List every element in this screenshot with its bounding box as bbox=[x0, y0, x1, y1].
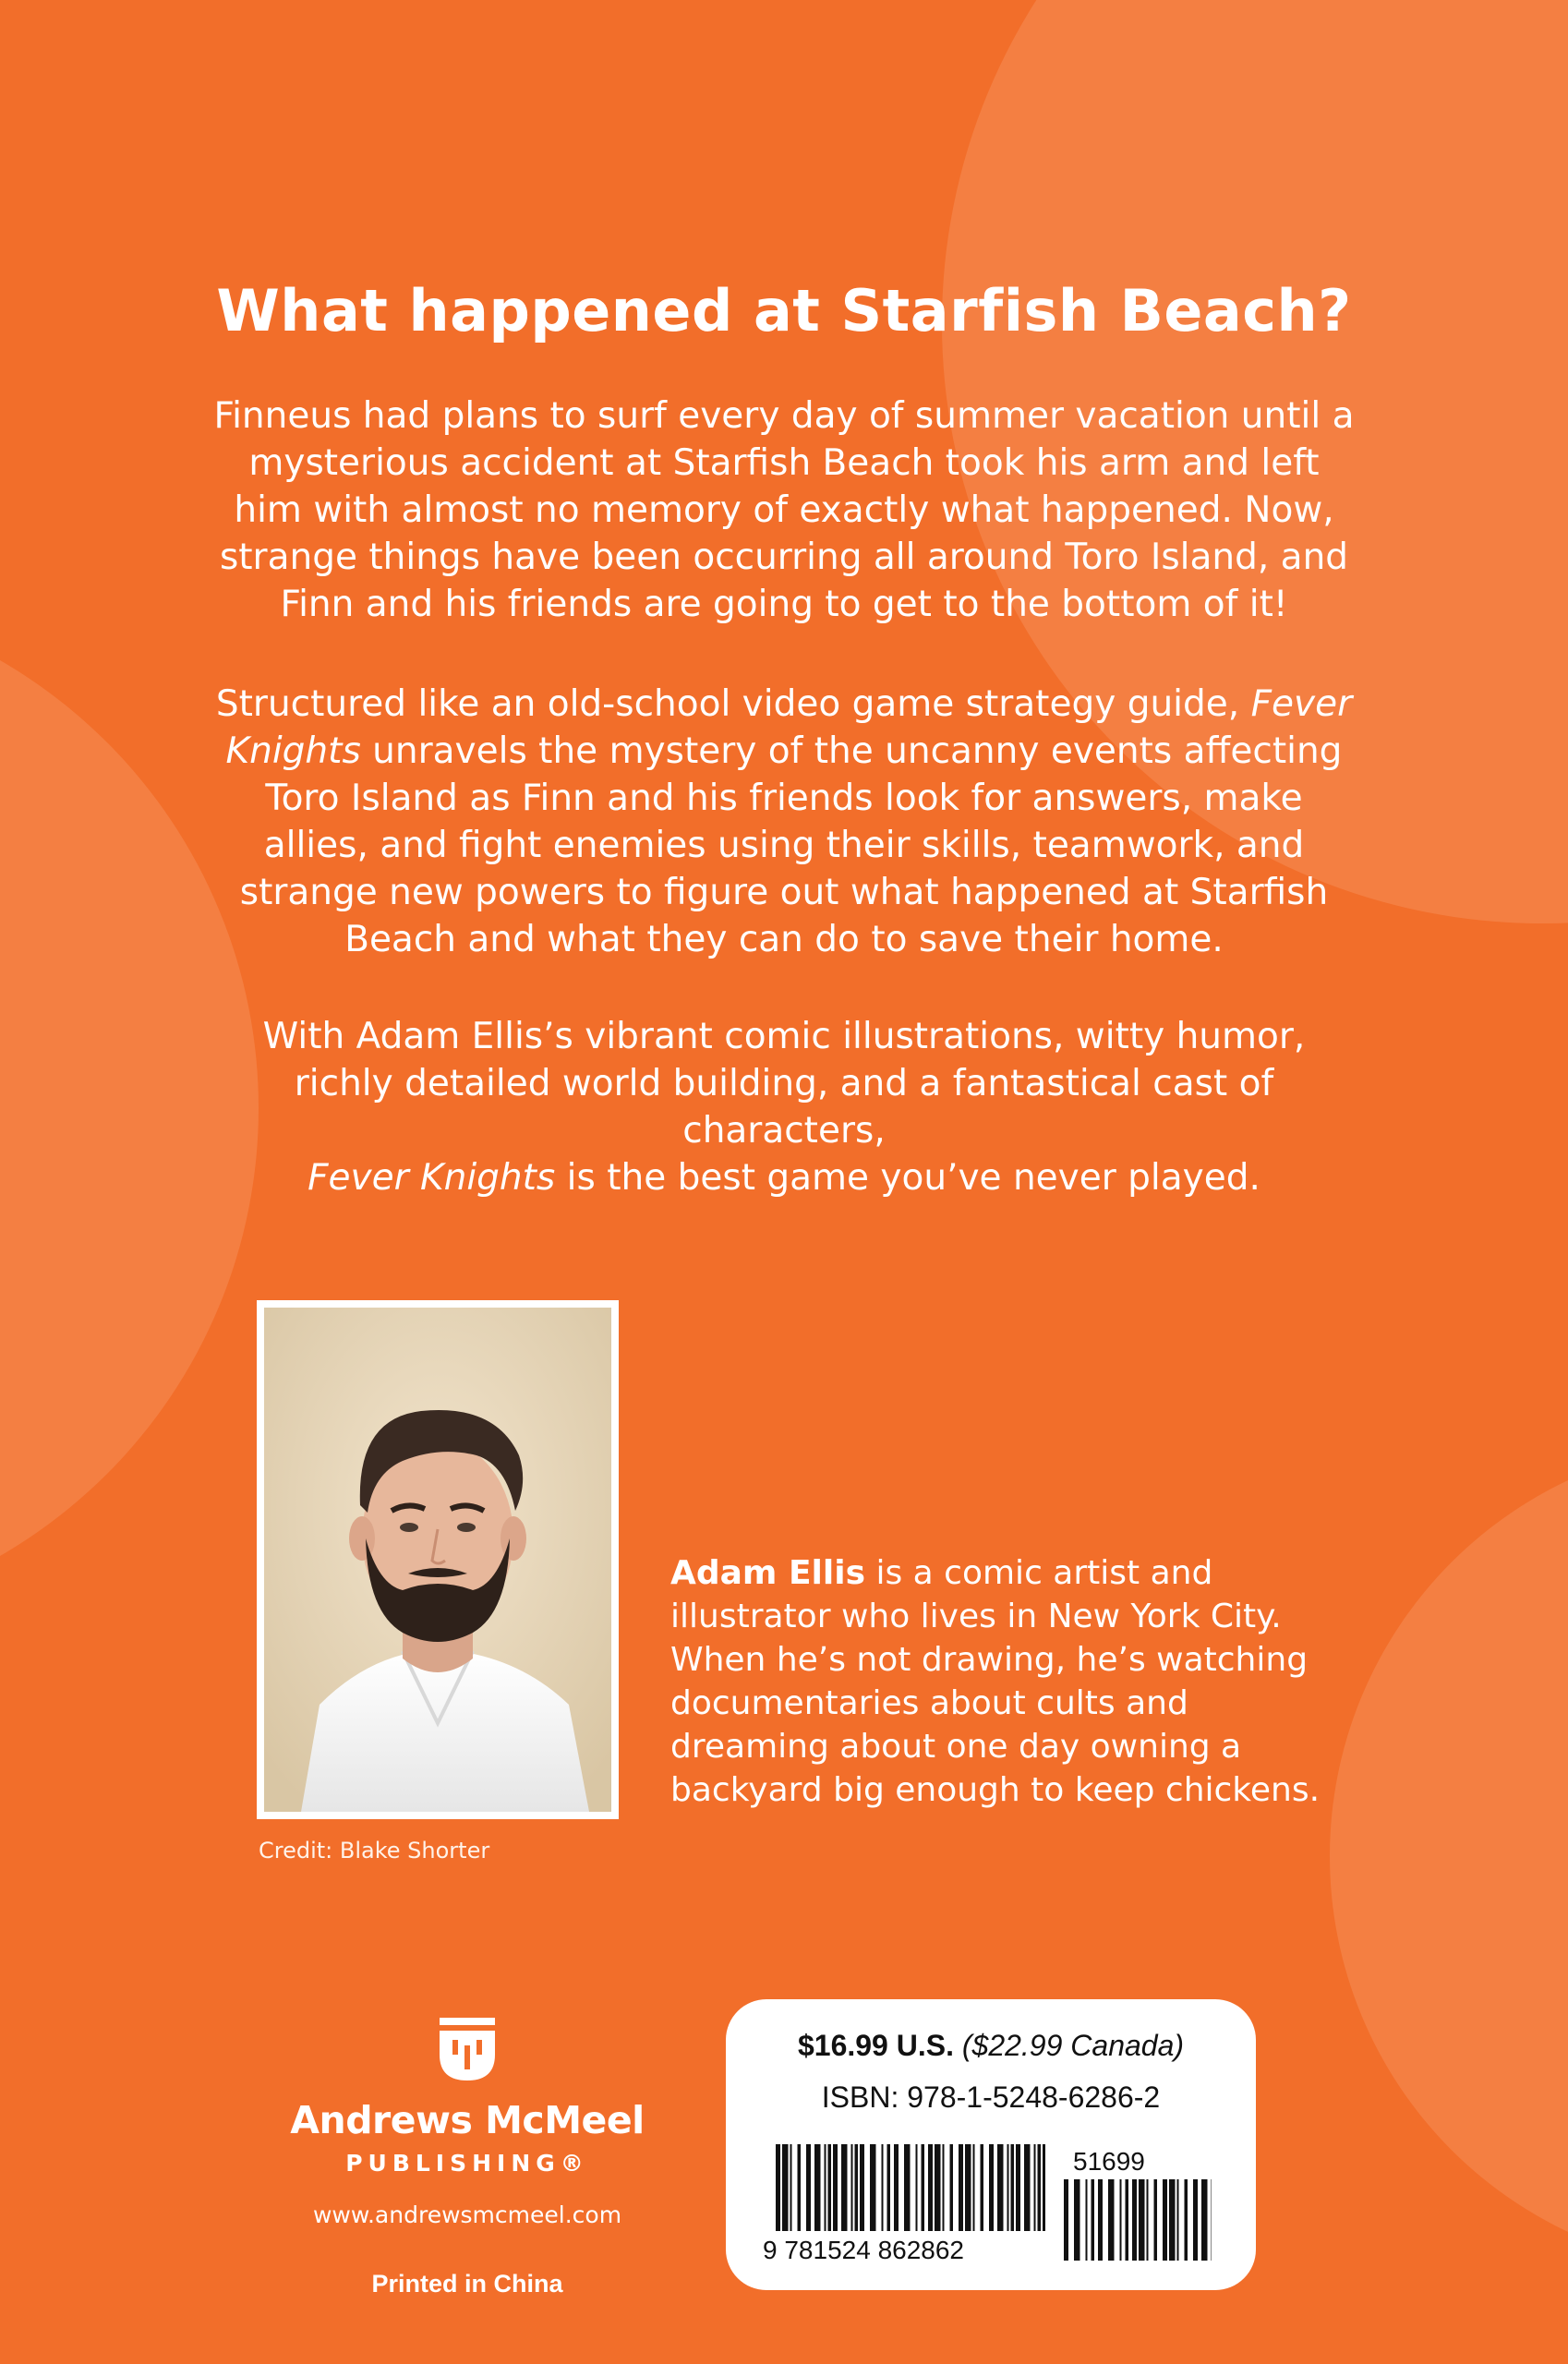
blurb-paragraph-1: Finneus had plans to surf every day of summer vacation until a mysterious accident at Starfish Beach took his arm and left him with almost no memory of exactly what happened. Now, strange things have been occurring all around Toro Island, and Finn and his friends are going to get to the bottom of it! bbox=[213, 395, 1355, 625]
author-portrait-image bbox=[264, 1308, 611, 1812]
barcode-bar bbox=[965, 2144, 971, 2231]
barcode-bar bbox=[1169, 2179, 1176, 2261]
barcode-bar bbox=[973, 2144, 975, 2231]
barcode-bar bbox=[828, 2144, 832, 2231]
barcode-bar bbox=[790, 2144, 792, 2231]
barcode-bar bbox=[935, 2144, 941, 2231]
barcode-bar bbox=[1126, 2179, 1129, 2261]
blurb-p3-intro: With Adam Ellis’s vibrant comic illustrations, witty humor, richly detailed world building, and a fantastical cast of characters, bbox=[262, 1016, 1306, 1152]
barcode-bars-main bbox=[776, 2144, 1045, 2231]
barcode-bars-addon bbox=[1064, 2179, 1212, 2261]
author-bio bbox=[670, 1551, 1335, 1812]
publisher-subtitle: PUBLISHING® bbox=[345, 2150, 589, 2177]
barcode-bar bbox=[1024, 2144, 1031, 2231]
barcode-bar bbox=[1098, 2179, 1103, 2261]
barcode-bar bbox=[887, 2144, 891, 2231]
barcode-bar bbox=[1092, 2179, 1095, 2261]
barcode-bar bbox=[922, 2144, 925, 2231]
barcode-bar bbox=[1108, 2179, 1115, 2261]
barcode-bar bbox=[1007, 2144, 1009, 2231]
barcode-bar bbox=[1132, 2179, 1137, 2261]
barcode-addon-number: 51699 bbox=[1073, 2147, 1145, 2176]
barcode-bar bbox=[798, 2144, 802, 2231]
price-barcode-box bbox=[726, 1999, 1256, 2290]
blurb-paragraph-3 bbox=[212, 1013, 1356, 1201]
author-photo bbox=[257, 1300, 619, 1819]
barcode-bar bbox=[1120, 2179, 1122, 2261]
barcode-bar bbox=[943, 2144, 945, 2231]
barcode-bar bbox=[1034, 2144, 1036, 2231]
author-bio-text: is a comic artist and illustrator who lives in New York City. When he’s not drawing, he’s watching documentaries about cults and dreaming about one day owning a backyard big enough to keep chickens. bbox=[670, 1554, 1321, 1809]
barcode bbox=[759, 2142, 1221, 2262]
photo-credit: Credit: Blake Shorter bbox=[259, 1838, 490, 1863]
barcode-bar bbox=[851, 2144, 853, 2231]
barcode-bar bbox=[833, 2144, 838, 2231]
barcode-bar bbox=[1177, 2179, 1179, 2261]
barcode-bar bbox=[1074, 2179, 1080, 2261]
printed-in-label: Printed in China bbox=[371, 2270, 563, 2298]
barcode-bar bbox=[1193, 2179, 1198, 2261]
barcode-bar bbox=[1163, 2179, 1167, 2261]
barcode-bar bbox=[882, 2144, 884, 2231]
barcode-bar bbox=[825, 2144, 826, 2231]
barcode-bar bbox=[989, 2144, 994, 2231]
barcode-bar bbox=[1038, 2144, 1042, 2231]
barcode-bar bbox=[1016, 2144, 1020, 2231]
barcode-bar bbox=[1185, 2179, 1188, 2261]
barcode-bar bbox=[782, 2144, 789, 2231]
barcode-bar bbox=[1011, 2144, 1015, 2231]
price-canada: ($22.99 Canada) bbox=[961, 2029, 1185, 2062]
barcode-bar bbox=[1139, 2179, 1145, 2261]
barcode-bar bbox=[814, 2144, 821, 2231]
publisher-name: Andrews McMeel bbox=[290, 2098, 645, 2142]
headline: What happened at Starfish Beach? bbox=[216, 277, 1352, 344]
barcode-bar bbox=[860, 2144, 864, 2231]
barcode-bar bbox=[950, 2144, 954, 2231]
price-line bbox=[726, 2029, 1256, 2063]
barcode-bar bbox=[841, 2144, 848, 2231]
book-title: Fever Knights bbox=[225, 683, 1353, 772]
blurb-paragraph-2 bbox=[212, 681, 1356, 963]
barcode-bar bbox=[870, 2144, 876, 2231]
publisher-website: www.andrewsmcmeel.com bbox=[312, 2201, 622, 2228]
barcode-bar bbox=[776, 2144, 780, 2231]
price-us: $16.99 U.S. bbox=[797, 2029, 954, 2062]
barcode-bar bbox=[855, 2144, 859, 2231]
author-name: Adam Ellis bbox=[670, 1554, 866, 1592]
barcode-bar bbox=[1043, 2144, 1045, 2231]
barcode-bar bbox=[806, 2144, 811, 2231]
barcode-bar bbox=[1147, 2179, 1149, 2261]
isbn: ISBN: 978-1-5248-6286-2 bbox=[821, 2081, 1161, 2114]
blurb-p3-body: is the best game you’ve never played. bbox=[566, 1157, 1260, 1199]
book-title: Fever Knights bbox=[308, 1157, 556, 1199]
publisher-logo-icon bbox=[438, 2018, 497, 2082]
barcode-bar bbox=[904, 2144, 911, 2231]
barcode-bar bbox=[1086, 2179, 1088, 2261]
barcode-bar bbox=[928, 2144, 933, 2231]
blurb-p2-body: unravels the mystery of the uncanny events affecting Toro Island as Finn and his friends look for answers, make allies, and fight enemies using their skills, teamwork, and strange new powers to figure out what happened at Starfish Beach and what they can do to save their home. bbox=[239, 730, 1343, 960]
barcode-bar bbox=[1201, 2179, 1208, 2261]
barcode-bar bbox=[1064, 2179, 1068, 2261]
barcode-number: 9 781524 862862 bbox=[763, 2236, 964, 2262]
barcode-bar bbox=[959, 2144, 963, 2231]
blurb-p2-intro: Structured like an old-school video game strategy guide, bbox=[215, 683, 1240, 725]
barcode-bar bbox=[916, 2144, 918, 2231]
barcode-bar bbox=[894, 2144, 899, 2231]
barcode-bar bbox=[997, 2144, 1004, 2231]
barcode-bar bbox=[1154, 2179, 1158, 2261]
barcode-bar bbox=[981, 2144, 984, 2231]
